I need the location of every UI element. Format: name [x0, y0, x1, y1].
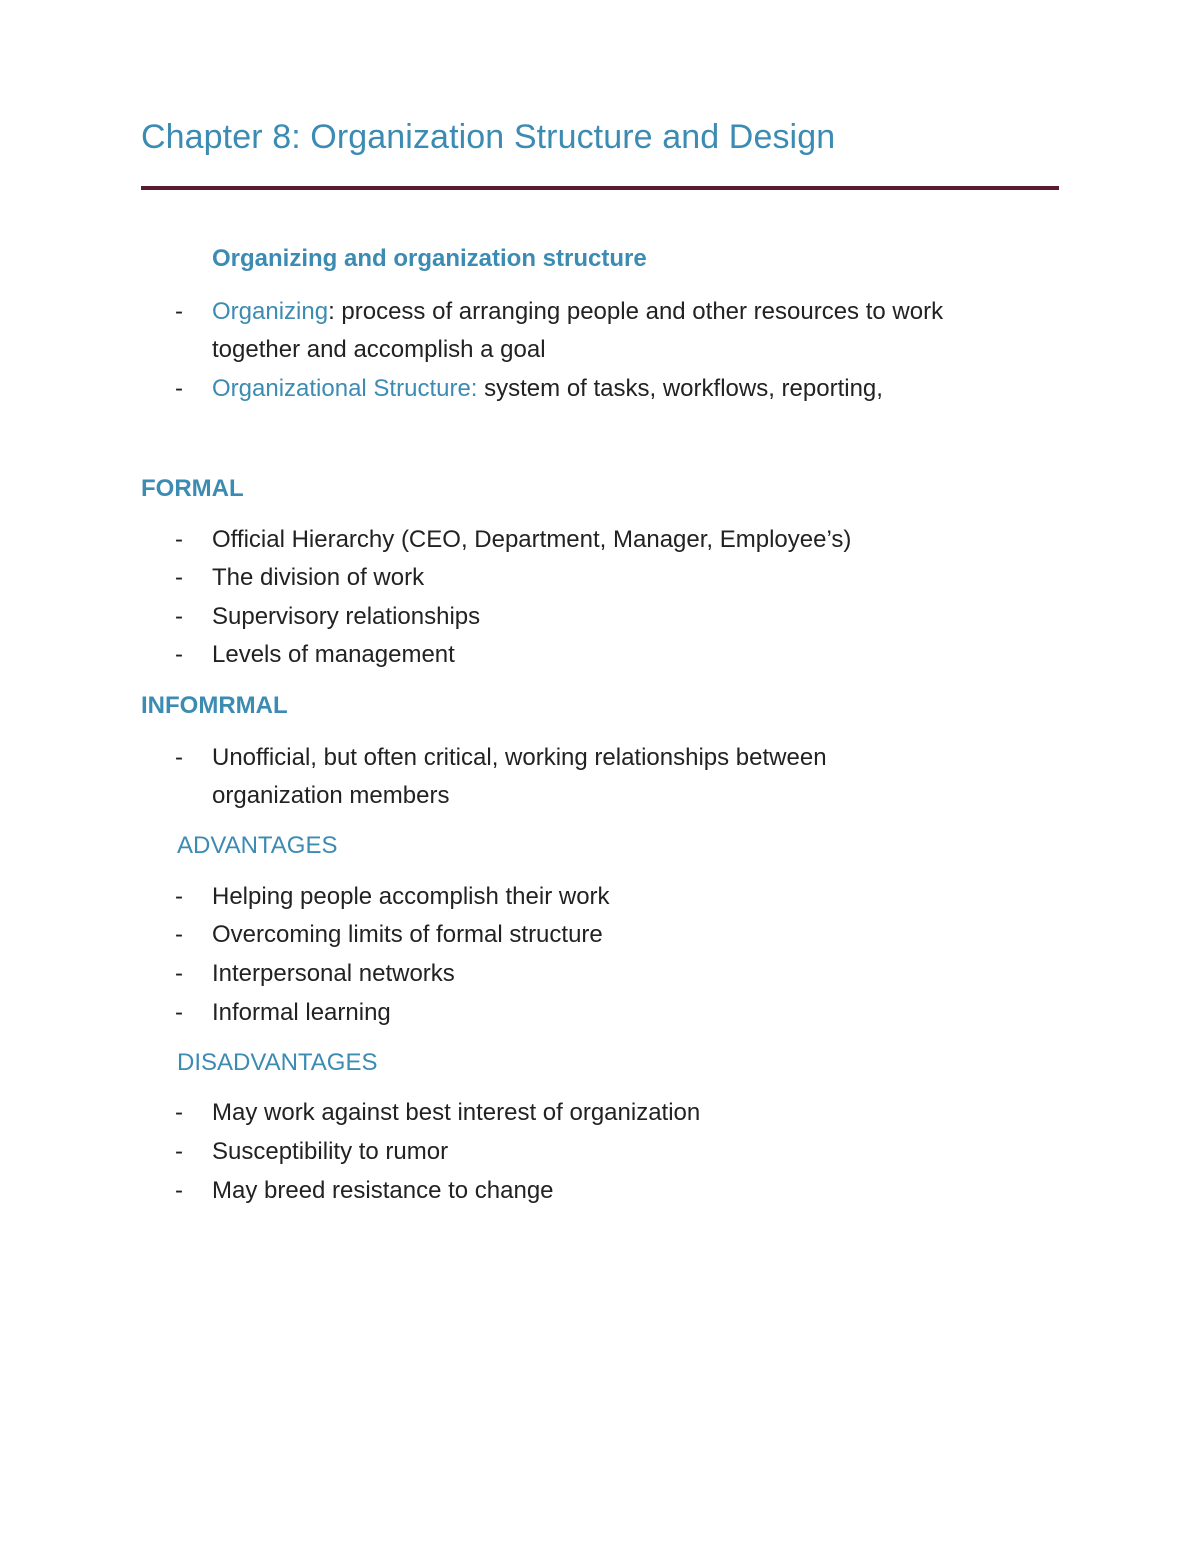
list-dash: -: [175, 1177, 183, 1204]
list-dash: -: [175, 1099, 183, 1126]
informal-heading: INFOMRMAL: [141, 692, 288, 719]
definition-body: : process of arranging people and other resources to work: [328, 298, 944, 325]
list-dash: -: [175, 744, 183, 771]
formal-heading: FORMAL: [141, 475, 244, 502]
list-dash: -: [175, 921, 183, 948]
list-item-text: May work against best interest of organization: [212, 1099, 701, 1126]
list-dash: -: [175, 883, 183, 910]
list-dash: -: [175, 526, 183, 553]
advantages-heading: ADVANTAGES: [177, 832, 338, 859]
list-item-text: Unofficial, but often critical, working relationships between: [212, 744, 827, 771]
list-dash: -: [175, 999, 183, 1026]
definition-term: Organizing: [212, 298, 329, 325]
definition-continuation: together and accomplish a goal: [212, 336, 546, 363]
list-item-text: Helping people accomplish their work: [212, 883, 610, 910]
definition-text: [212, 293, 1052, 331]
list-dash: -: [175, 1138, 183, 1165]
list-dash: -: [175, 603, 183, 630]
list-item-text: Informal learning: [212, 999, 391, 1026]
list-dash: -: [175, 298, 183, 325]
list-dash: -: [175, 375, 183, 402]
definition-body: system of tasks, workflows, reporting,: [477, 375, 883, 402]
list-item-text: Levels of management: [212, 641, 455, 668]
list-item-text: The division of work: [212, 564, 425, 591]
section-heading: Organizing and organization structure: [212, 245, 647, 272]
page-title: Chapter 8: Organization Structure and Design: [141, 118, 836, 156]
title-divider: [141, 186, 1059, 190]
list-dash: -: [175, 641, 183, 668]
disadvantages-heading: DISADVANTAGES: [177, 1049, 378, 1076]
list-dash: -: [175, 564, 183, 591]
list-dash: -: [175, 960, 183, 987]
list-item-text: organization members: [212, 782, 450, 809]
definition-text: [212, 370, 1052, 408]
list-item-text: Supervisory relationships: [212, 603, 481, 630]
list-item-text: May breed resistance to change: [212, 1177, 554, 1204]
list-item-text: Interpersonal networks: [212, 960, 455, 987]
list-item-text: Official Hierarchy (CEO, Department, Manager, Employee’s): [212, 526, 852, 553]
list-item-text: Susceptibility to rumor: [212, 1138, 449, 1165]
list-item-text: Overcoming limits of formal structure: [212, 921, 603, 948]
definition-term: Organizational Structure:: [212, 375, 478, 402]
